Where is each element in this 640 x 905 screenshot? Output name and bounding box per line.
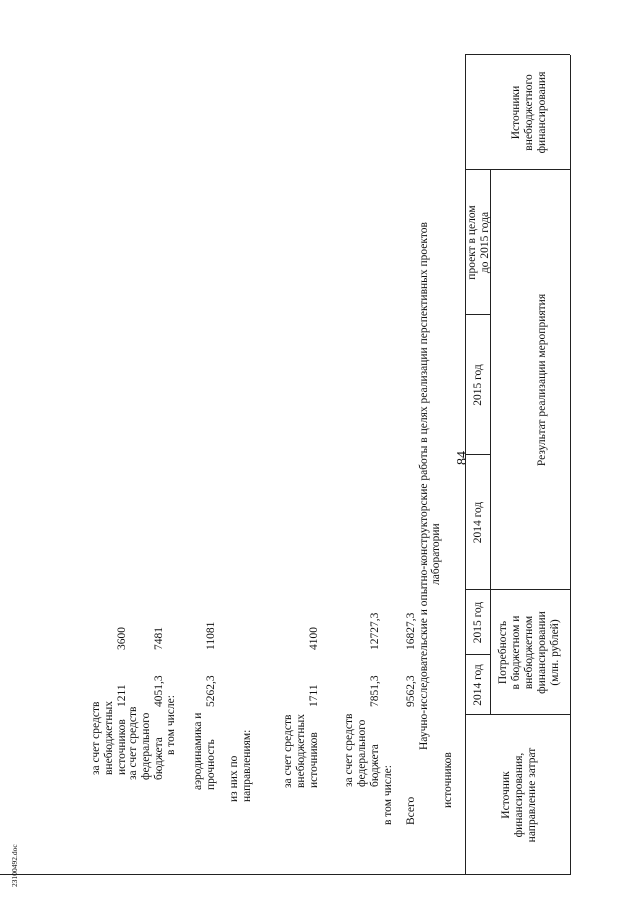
- page-number: 84: [455, 451, 470, 465]
- row-value-2015: 11081: [205, 621, 217, 650]
- row-value-2015: 3600: [116, 627, 128, 650]
- need-subheader-line: [490, 590, 491, 715]
- row-value-2014: 9562,3: [405, 675, 417, 707]
- row-value-2014: 1711: [308, 684, 320, 707]
- row-label: Всего: [405, 796, 417, 825]
- body-left-border: [0, 874, 465, 875]
- section-title: Научно-исследовательские и опытно-конструкторские работы в целях реализации перспективных проектов: [418, 222, 430, 750]
- header-result-2014: 2014 год: [472, 501, 484, 544]
- row-label: в том числе:: [165, 695, 177, 755]
- row-value-2015: 12727,3: [369, 612, 381, 650]
- row-label: в том числе:: [382, 765, 394, 825]
- header-result: Результат реализации мероприятия: [536, 293, 548, 467]
- row-value-2014: 1211: [116, 684, 128, 707]
- row-value-2014: 4051,3: [153, 675, 165, 707]
- header-result-2015: 2015 год: [472, 364, 484, 406]
- row-value-2015: 16827,3: [405, 612, 417, 650]
- row-value-2014: 5262,3: [205, 675, 217, 707]
- row-value-2015: 4100: [308, 627, 320, 650]
- row-value-2014: 7851,3: [369, 675, 381, 707]
- row-label: аэродинамика и прочность: [192, 712, 217, 790]
- header-need: Потребность в бюджетном и внебюджетном финансировании (млн. рублей): [497, 611, 561, 694]
- header-need-2014: 2014 год: [472, 664, 484, 706]
- row-value-2015: 7481: [153, 627, 165, 650]
- row-label: за счет средств федерального бюджета: [343, 713, 381, 787]
- row-label: за счет средств внебюджетных источников: [90, 701, 128, 775]
- header-extra-sources: Источники внебюджетного финансирования: [510, 71, 548, 154]
- header-result-total: проект в целом до 2015 года: [466, 205, 491, 280]
- table-top-border: [570, 55, 571, 875]
- header-source: Источник финансирования, направление затрат: [500, 747, 538, 843]
- row-label: из них по направлениям:: [228, 729, 253, 802]
- footer-file-code: 2З100492.doc: [10, 844, 19, 887]
- row-label: за счет средств федерального бюджета: [127, 706, 165, 780]
- carryover-result: лаборатории: [430, 523, 442, 585]
- row-label: за счет средств внебюджетных источников: [282, 714, 320, 788]
- carryover-source: источников: [442, 752, 454, 808]
- header-need-2015: 2015 год: [472, 601, 484, 644]
